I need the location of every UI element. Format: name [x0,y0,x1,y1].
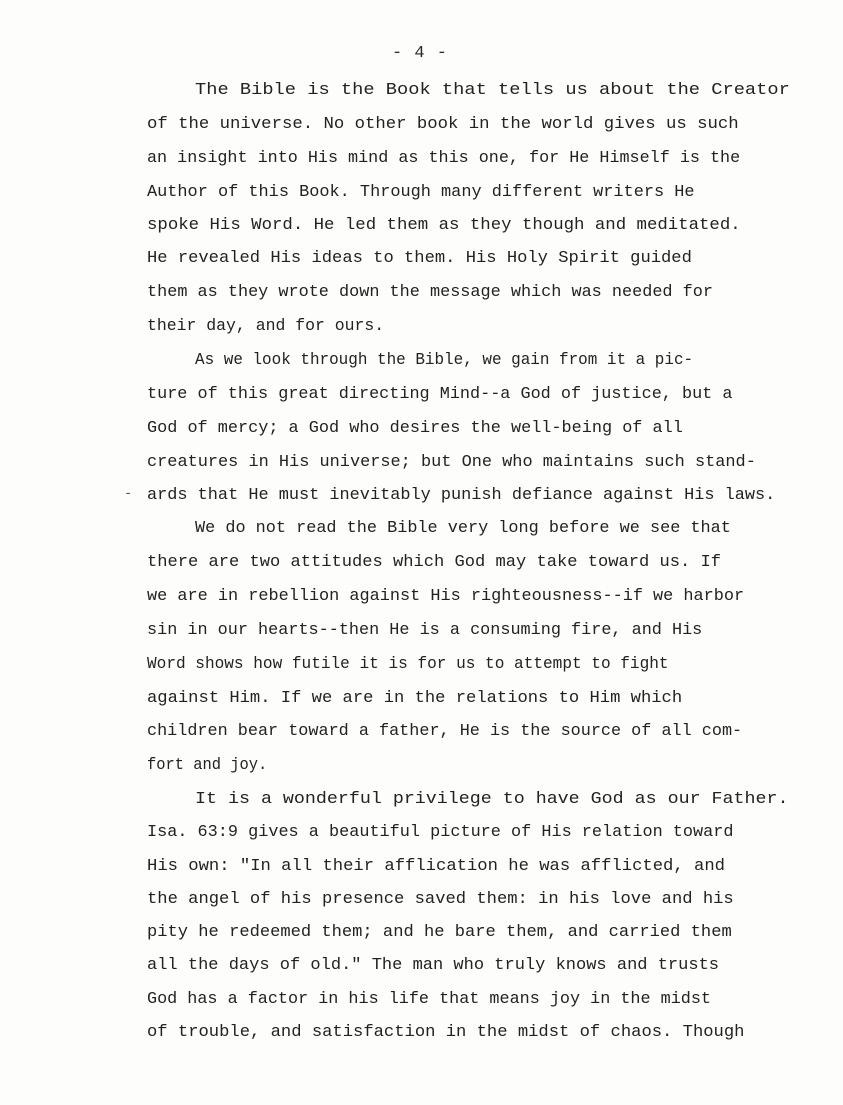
text-line: God has a factor in his life that means joy in the midst [147,990,712,1008]
text-line: against Him. If we are in the relations to Him which [147,689,683,707]
text-line: God of mercy; a God who desires the well-being of all [147,419,683,437]
text-line: His own: "In all their afflication he was afflicted, and [147,857,725,875]
text-line: an insight into His mind as this one, for He Himself is the [147,149,741,167]
text-line: there are two attitudes which God may take toward us. If [147,553,721,571]
text-line: He revealed His ideas to them. His Holy Spirit guided [147,249,692,267]
text-line: all the days of old." The man who truly knows and trusts [147,956,720,974]
text-line: them as they wrote down the message which was needed for [147,283,713,301]
page-number: - 4 - [391,44,448,63]
text-line: Word shows how futile it is for us to attempt to fight [147,655,669,673]
text-line: the angel of his presence saved them: in his love and his [147,890,734,908]
text-line: creatures in His universe; but One who maintains such stand- [147,453,756,471]
text-line: Author of this Book. Through many different writers He [147,183,695,201]
text-line: we are in rebellion against His righteousness--if we harbor [147,587,745,605]
text-line: sin in our hearts--then He is a consuming fire, and His [147,621,703,639]
text-line: fort and joy. [147,756,268,774]
text-line: The Bible is the Book that tells us about the Creator [195,81,790,99]
text-line: ture of this great directing Mind--a God of justice, but a [147,385,733,403]
text-line: of trouble, and satisfaction in the midst of chaos. Though [147,1023,745,1041]
text-line: Isa. 63:9 gives a beautiful picture of His relation toward [147,823,734,841]
text-line: It is a wonderful privilege to have God as our Father. [195,790,789,808]
margin-mark: - [124,486,133,502]
text-line: spoke His Word. He led them as they though and meditated. [147,216,741,234]
text-line: ards that He must inevitably punish defiance against His laws. [147,486,776,504]
text-line: children bear toward a father, He is the source of all com- [147,722,743,740]
text-line: As we look through the Bible, we gain from it a pic- [195,351,694,369]
text-line: of the universe. No other book in the world gives us such [147,115,739,133]
text-line: pity he redeemed them; and he bare them, and carried them [147,923,732,941]
text-line: We do not read the Bible very long before we see that [195,519,731,537]
text-line: their day, and for ours. [147,317,385,335]
